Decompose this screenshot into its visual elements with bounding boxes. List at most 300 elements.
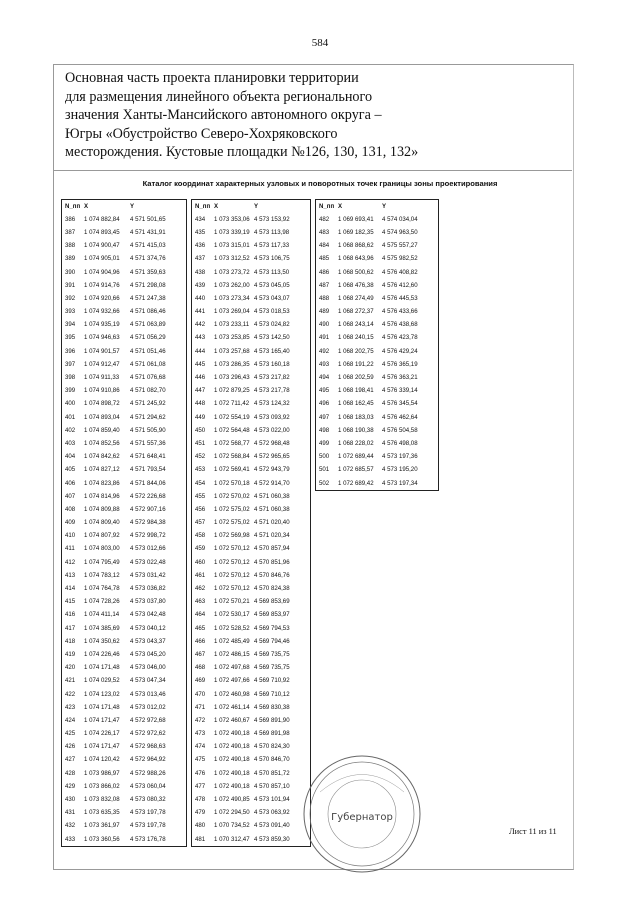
point-number: 409 [65,519,76,527]
point-number: 475 [195,756,206,764]
x-coordinate: 1 073 273,34 [214,294,250,302]
x-coordinate: 1 072 294,50 [214,809,250,817]
point-number: 496 [319,400,330,408]
x-coordinate: 1 074 809,40 [84,519,120,527]
point-number: 461 [195,571,206,579]
table-row [62,226,186,239]
x-coordinate: 1 072 575,02 [214,519,250,527]
point-number: 405 [65,466,76,474]
x-coordinate: 1 074 226,46 [84,650,120,658]
column-header: Y [130,202,135,210]
y-coordinate: 4 571 063,89 [130,321,166,329]
table-row [192,319,310,332]
x-coordinate: 1 068 500,62 [338,268,374,276]
point-number: 497 [319,413,330,421]
x-coordinate: 1 073 866,02 [84,782,120,790]
x-coordinate: 1 074 803,00 [84,545,120,553]
y-coordinate: 4 571 060,38 [254,505,290,513]
x-coordinate: 1 068 183,03 [338,413,374,421]
y-coordinate: 4 571 501,65 [130,215,166,223]
x-coordinate: 1 074 920,66 [84,294,120,302]
x-coordinate: 1 068 272,37 [338,308,374,316]
point-number: 481 [195,835,206,843]
table-row [192,833,310,846]
table-row [62,675,186,688]
point-number: 491 [319,334,330,342]
x-coordinate: 1 068 162,45 [338,400,374,408]
point-number: 484 [319,242,330,250]
point-number: 386 [65,215,76,223]
x-coordinate: 1 074 814,96 [84,492,120,500]
column-header: X [84,202,89,210]
table-row [316,464,438,477]
x-coordinate: 1 074 893,45 [84,228,120,236]
x-coordinate: 1 072 554,19 [214,413,250,421]
y-coordinate: 4 572 972,68 [130,716,166,724]
point-number: 403 [65,439,76,447]
y-coordinate: 4 573 013,46 [130,690,166,698]
x-coordinate: 1 072 564,48 [214,426,250,434]
y-coordinate: 4 576 429,24 [382,347,418,355]
table-row [62,530,186,543]
point-number: 392 [65,294,76,302]
point-number: 445 [195,360,206,368]
x-coordinate: 1 074 171,48 [84,664,120,672]
point-number: 448 [195,400,206,408]
x-coordinate: 1 074 859,40 [84,426,120,434]
point-number: 440 [195,294,206,302]
point-number: 472 [195,716,206,724]
table-row [192,490,310,503]
x-coordinate: 1 074 350,62 [84,637,120,645]
table-row [192,662,310,675]
y-coordinate: 4 573 043,37 [130,637,166,645]
coordinates-table-2 [191,199,311,847]
point-number: 420 [65,664,76,672]
x-coordinate: 1 073 361,97 [84,822,120,830]
table-row [192,306,310,319]
table-row [316,437,438,450]
x-coordinate: 1 072 460,98 [214,690,250,698]
point-number: 480 [195,822,206,830]
table-row [192,292,310,305]
table-row [192,728,310,741]
x-coordinate: 1 074 911,33 [84,374,120,382]
table-row [192,517,310,530]
title-line: Югры «Обустройство Северо-Хохряковского [65,125,338,142]
table-row [192,411,310,424]
x-coordinate: 1 074 900,47 [84,242,120,250]
table-row [192,754,310,767]
y-coordinate: 4 576 498,08 [382,439,418,447]
point-number: 468 [195,664,206,672]
x-coordinate: 1 068 643,96 [338,255,374,263]
point-number: 449 [195,413,206,421]
table-row [192,358,310,371]
y-coordinate: 4 571 020,34 [254,532,290,540]
point-number: 463 [195,598,206,606]
x-coordinate: 1 070 734,52 [214,822,250,830]
point-number: 477 [195,782,206,790]
table-row [62,451,186,464]
document-title [65,69,565,162]
point-number: 398 [65,374,76,382]
x-coordinate: 1 068 274,49 [338,294,374,302]
table-row [316,424,438,437]
y-coordinate: 4 571 060,38 [254,492,290,500]
x-coordinate: 1 072 570,12 [214,571,250,579]
y-coordinate: 4 576 423,78 [382,334,418,342]
table-row [62,820,186,833]
table-row [192,398,310,411]
x-coordinate: 1 072 490,18 [214,730,250,738]
table-row [192,451,310,464]
sheet-label: Лист 11 из 11 [509,827,557,836]
table-row [316,279,438,292]
x-coordinate: 1 074 898,72 [84,400,120,408]
point-number: 498 [319,426,330,434]
table-row [316,345,438,358]
x-coordinate: 1 074 882,84 [84,215,120,223]
table-row [62,411,186,424]
y-coordinate: 4 573 197,78 [130,822,166,830]
point-number: 446 [195,374,206,382]
table-row [62,490,186,503]
x-coordinate: 1 073 296,43 [214,374,250,382]
point-number: 394 [65,321,76,329]
y-coordinate: 4 573 101,94 [254,796,290,804]
y-coordinate: 4 571 086,46 [130,308,166,316]
y-coordinate: 4 573 018,53 [254,308,290,316]
x-coordinate: 1 068 198,41 [338,387,374,395]
point-number: 395 [65,334,76,342]
y-coordinate: 4 573 042,48 [130,611,166,619]
x-coordinate: 1 074 171,47 [84,716,120,724]
y-coordinate: 4 572 965,65 [254,453,290,461]
table-row [62,556,186,569]
x-coordinate: 1 072 485,49 [214,637,250,645]
table-row [316,266,438,279]
column-header: Y [382,202,387,210]
point-number: 502 [319,479,330,487]
point-number: 442 [195,321,206,329]
point-number: 391 [65,281,76,289]
table-row [316,306,438,319]
y-coordinate: 4 571 431,91 [130,228,166,236]
table-row [192,385,310,398]
point-number: 451 [195,439,206,447]
table-row [316,253,438,266]
x-coordinate: 1 072 528,52 [214,624,250,632]
y-coordinate: 4 570 824,30 [254,743,290,751]
y-coordinate: 4 576 408,82 [382,268,418,276]
table-row [62,807,186,820]
table-row [192,543,310,556]
y-coordinate: 4 569 735,75 [254,664,290,672]
point-number: 489 [319,308,330,316]
x-coordinate: 1 068 228,02 [338,439,374,447]
x-coordinate: 1 073 832,08 [84,796,120,804]
x-coordinate: 1 069 693,41 [338,215,374,223]
table-row [316,371,438,384]
y-coordinate: 4 571 374,76 [130,255,166,263]
table-row [192,503,310,516]
table-row [316,477,438,490]
y-coordinate: 4 575 557,27 [382,242,418,250]
table-row [192,332,310,345]
y-coordinate: 4 573 859,30 [254,835,290,843]
table-row [62,517,186,530]
table-row [192,477,310,490]
x-coordinate: 1 073 269,04 [214,308,250,316]
y-coordinate: 4 572 964,92 [130,756,166,764]
table-row [62,345,186,358]
x-coordinate: 1 074 932,66 [84,308,120,316]
point-number: 411 [65,545,75,553]
x-coordinate: 1 074 795,49 [84,558,120,566]
table-row [316,358,438,371]
point-number: 407 [65,492,76,500]
point-number: 501 [319,466,330,474]
y-coordinate: 4 569 735,75 [254,650,290,658]
x-coordinate: 1 072 570,12 [214,558,250,566]
y-coordinate: 4 571 247,38 [130,294,166,302]
point-number: 396 [65,347,76,355]
x-coordinate: 1 068 202,75 [338,347,374,355]
point-number: 467 [195,650,206,658]
table-row [192,807,310,820]
point-number: 402 [65,426,76,434]
table-row [62,371,186,384]
table-row [62,319,186,332]
table-row [316,292,438,305]
y-coordinate: 4 572 907,16 [130,505,166,513]
y-coordinate: 4 573 217,82 [254,374,290,382]
y-coordinate: 4 575 982,52 [382,255,418,263]
y-coordinate: 4 573 195,20 [382,466,418,474]
point-number: 415 [65,598,76,606]
y-coordinate: 4 571 076,68 [130,374,166,382]
table-row [192,582,310,595]
point-number: 462 [195,585,206,593]
y-coordinate: 4 571 245,92 [130,400,166,408]
y-coordinate: 4 573 043,07 [254,294,290,302]
point-number: 393 [65,308,76,316]
table-row [62,543,186,556]
y-coordinate: 4 573 197,78 [130,809,166,817]
table-row [62,609,186,622]
point-number: 464 [195,611,206,619]
y-coordinate: 4 570 857,94 [254,545,290,553]
point-number: 425 [65,730,76,738]
y-coordinate: 4 573 022,00 [254,426,290,434]
x-coordinate: 1 074 783,12 [84,571,120,579]
column-header: N_пп [195,202,211,210]
y-coordinate: 4 573 063,92 [254,809,290,817]
table-row [316,240,438,253]
x-coordinate: 1 074 728,26 [84,598,120,606]
table-row [192,345,310,358]
point-number: 433 [65,835,76,843]
x-coordinate: 1 074 901,57 [84,347,120,355]
point-number: 427 [65,756,76,764]
y-coordinate: 4 569 830,38 [254,703,290,711]
column-header: N_пп [319,202,335,210]
point-number: 455 [195,492,206,500]
x-coordinate: 1 068 191,22 [338,360,374,368]
point-number: 436 [195,242,206,250]
point-number: 456 [195,505,206,513]
table-row [62,582,186,595]
point-number: 388 [65,242,76,250]
y-coordinate: 4 573 217,78 [254,387,290,395]
point-number: 500 [319,453,330,461]
x-coordinate: 1 072 490,18 [214,769,250,777]
point-number: 457 [195,519,206,527]
table-row [316,385,438,398]
x-coordinate: 1 074 385,69 [84,624,120,632]
page-number: 584 [311,37,329,49]
x-coordinate: 1 072 568,84 [214,453,250,461]
table-row [62,464,186,477]
point-number: 485 [319,255,330,263]
table-row [62,728,186,741]
x-coordinate: 1 068 868,62 [338,242,374,250]
y-coordinate: 4 571 648,41 [130,453,166,461]
x-coordinate: 1 074 120,42 [84,756,120,764]
table-row [316,226,438,239]
point-number: 419 [65,650,76,658]
x-coordinate: 1 072 689,44 [338,453,374,461]
point-number: 454 [195,479,206,487]
point-number: 430 [65,796,76,804]
table-row [192,622,310,635]
point-number: 428 [65,769,76,777]
point-number: 400 [65,400,76,408]
y-coordinate: 4 573 022,48 [130,558,166,566]
y-coordinate: 4 570 851,72 [254,769,290,777]
y-coordinate: 4 573 142,50 [254,334,290,342]
x-coordinate: 1 073 312,52 [214,255,250,263]
table-row [192,609,310,622]
stamp-text: Губернатор [331,812,393,823]
y-coordinate: 4 573 106,75 [254,255,290,263]
table-row [62,741,186,754]
catalog-title: Каталог координат характерных узловых и поворотных точек границы зоны проектирования [142,179,498,188]
y-coordinate: 4 573 037,80 [130,598,166,606]
y-coordinate: 4 573 197,36 [382,453,418,461]
x-coordinate: 1 074 411,14 [84,611,120,619]
table-row [192,596,310,609]
table-row [192,213,310,226]
y-coordinate: 4 576 433,66 [382,308,418,316]
table-row [192,437,310,450]
y-coordinate: 4 572 968,48 [254,439,290,447]
column-header: X [338,202,343,210]
table-row [192,767,310,780]
x-coordinate: 1 072 570,18 [214,479,250,487]
x-coordinate: 1 074 226,17 [84,730,120,738]
y-coordinate: 4 576 345,54 [382,400,418,408]
point-number: 459 [195,545,206,553]
point-number: 416 [65,611,76,619]
x-coordinate: 1 072 570,02 [214,492,250,500]
y-coordinate: 4 572 943,79 [254,466,290,474]
table-row [192,701,310,714]
point-number: 410 [65,532,76,540]
x-coordinate: 1 073 286,35 [214,360,250,368]
y-coordinate: 4 573 047,34 [130,677,166,685]
point-number: 486 [319,268,330,276]
table-row [62,385,186,398]
y-coordinate: 4 571 415,03 [130,242,166,250]
table-row [192,793,310,806]
y-coordinate: 4 573 031,42 [130,571,166,579]
table-row [192,714,310,727]
table-row [192,780,310,793]
x-coordinate: 1 074 912,47 [84,360,120,368]
table-row [62,240,186,253]
y-coordinate: 4 573 091,40 [254,822,290,830]
y-coordinate: 4 570 846,76 [254,571,290,579]
y-coordinate: 4 573 176,78 [130,835,166,843]
y-coordinate: 4 571 298,08 [130,281,166,289]
x-coordinate: 1 074 935,19 [84,321,120,329]
point-number: 390 [65,268,76,276]
y-coordinate: 4 569 891,90 [254,716,290,724]
y-coordinate: 4 571 082,70 [130,387,166,395]
table-row [62,754,186,767]
point-number: 434 [195,215,206,223]
point-number: 387 [65,228,76,236]
x-coordinate: 1 073 262,00 [214,281,250,289]
y-coordinate: 4 573 024,82 [254,321,290,329]
table-row [62,767,186,780]
y-coordinate: 4 576 438,68 [382,321,418,329]
title-divider [54,170,572,171]
y-coordinate: 4 571 056,29 [130,334,166,342]
y-coordinate: 4 569 710,92 [254,677,290,685]
y-coordinate: 4 576 462,64 [382,413,418,421]
point-number: 418 [65,637,76,645]
table-row [62,503,186,516]
point-number: 438 [195,268,206,276]
y-coordinate: 4 569 853,97 [254,611,290,619]
column-header: X [214,202,219,210]
y-coordinate: 4 571 505,90 [130,426,166,434]
x-coordinate: 1 074 807,92 [84,532,120,540]
x-coordinate: 1 073 360,56 [84,835,120,843]
x-coordinate: 1 072 570,21 [214,598,250,606]
x-coordinate: 1 072 497,66 [214,677,250,685]
table-row [192,530,310,543]
x-coordinate: 1 072 568,77 [214,439,250,447]
y-coordinate: 4 571 061,08 [130,360,166,368]
point-number: 474 [195,743,206,751]
x-coordinate: 1 074 842,62 [84,453,120,461]
table-row [62,622,186,635]
y-coordinate: 4 576 445,53 [382,294,418,302]
y-coordinate: 4 573 153,92 [254,215,290,223]
point-number: 414 [65,585,76,593]
x-coordinate: 1 072 460,67 [214,716,250,724]
coordinates-table-1 [61,199,187,847]
table-row [192,635,310,648]
y-coordinate: 4 572 226,68 [130,492,166,500]
y-coordinate: 4 573 045,05 [254,281,290,289]
point-number: 493 [319,360,330,368]
x-coordinate: 1 073 353,06 [214,215,250,223]
